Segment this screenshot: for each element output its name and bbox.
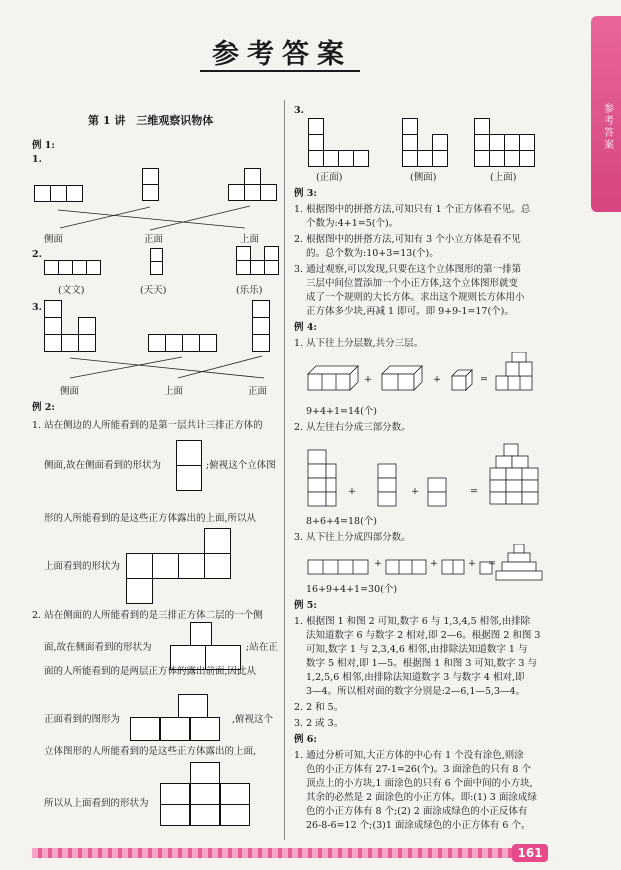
text-line: 的。总个数为:10+3=13(个)。 <box>306 248 439 259</box>
text-line: 形的人所能看到的是这些正方体露出的上面,所以从 <box>44 513 257 524</box>
example-5-heading: 例 5: <box>294 600 317 611</box>
plus-sign: + <box>348 486 356 497</box>
label-zheng: (正面) <box>316 172 343 183</box>
equals-sign: = <box>470 486 478 497</box>
text-line: ;站在正 <box>246 642 278 653</box>
label-lele: (乐乐) <box>236 285 263 296</box>
page-number: 161 <box>512 844 548 862</box>
text-line: 顶点上的小方块,1 面涂色的只有 6 个面中间的小方块, <box>306 778 533 789</box>
plus-sign: + <box>430 558 438 569</box>
text-line: 正方体多少块,再减 1 即可。即 9+9-1=17(个)。 <box>306 306 514 317</box>
label-top-3: 上面 <box>164 386 184 397</box>
item-number: 3. <box>294 105 304 116</box>
label-front: 正面 <box>144 234 164 245</box>
text-line: 侧面,故在侧面看到的形状为 <box>44 460 162 471</box>
cube-figure-row-2 <box>300 436 550 516</box>
text-line: 2. 站在侧面的人所能看到的是三排正方体二层的一个侧 <box>32 610 263 621</box>
text-line: 正面看到的图形为 <box>44 714 121 725</box>
label-side: 侧面 <box>44 234 64 245</box>
text-line: 色的小正方体有 27-1=26(个)。3 面涂色的只有 8 个 <box>306 764 531 775</box>
label-ce: (侧面) <box>410 172 437 183</box>
text-line: 立体图形的人所能看到的是这些正方体露出的上面, <box>44 746 257 757</box>
example-4-heading: 例 4: <box>294 322 317 333</box>
equals-sign: = <box>480 374 488 385</box>
text-line: 1. 根据图中的拼搭方法,可知只有 1 个正方体看不见。总 <box>294 204 531 215</box>
label-tiantian: (天天) <box>140 285 167 296</box>
equation: 9+4+1=14(个) <box>306 406 378 417</box>
text-line: 3. 从下往上分成四部分数。 <box>294 532 411 543</box>
text-line: 1,2,5,6 相邻,由排除法知道数字 3 与数字 4 相对,即 <box>306 672 525 683</box>
text-line: 1. 从下往上分层数,共分三层。 <box>294 338 424 349</box>
cube-figure-row-1 <box>300 352 550 407</box>
plus-sign: + <box>468 558 476 569</box>
plus-sign: + <box>364 374 372 385</box>
text-line: 面,故在侧面看到的形状为 <box>44 642 152 653</box>
equation: 16+9+4+1=30(个) <box>306 584 398 595</box>
example-3-heading: 例 3: <box>294 188 317 199</box>
text-line: 26-8-6=12 个;(3)1 面涂成绿色的小正方体有 6 个。 <box>306 820 531 831</box>
text-line: 面的人所能看到的是两层正方体的露出前面,因此从 <box>44 666 257 677</box>
text-line: 1. 根据图 1 和图 2 可知,数字 6 与 1,3,4,5 相邻,由排除 <box>294 616 531 627</box>
matching-lines-3 <box>0 0 300 400</box>
item-number: 3. <box>32 302 42 313</box>
text-line: 数字 5 相对,即 1—5。根据图 1 和图 3 可知,数字 3 与 <box>306 658 537 669</box>
text-line: 可知,数字 1 与 2,3,4,6 相邻,由排除法知道数字 1 与 <box>306 644 528 655</box>
plus-sign: + <box>433 374 441 385</box>
lesson-title: 第 1 讲 三维观察识物体 <box>88 114 214 127</box>
text-line: 三层中间位置添加一个小正方体,这个立体图形就变 <box>306 278 519 289</box>
text-line: ,俯视这个 <box>232 714 274 725</box>
label-top: 上面 <box>240 234 260 245</box>
page-title: 参考答案 <box>212 39 352 70</box>
text-line: 3. 2 或 3。 <box>294 718 344 729</box>
label-wenwen: (文文) <box>58 285 85 296</box>
text-line: 所以从上面看到的形状为 <box>44 798 149 809</box>
text-line: 上面看到的形状为 <box>44 561 121 572</box>
item-number: 1. <box>32 154 42 165</box>
footer-bar <box>32 848 512 858</box>
text-line: 3—4。所以相对面的数字分别是:2—6,1—5,3—4。 <box>306 686 526 697</box>
text-line: 2. 根据图中的拼搭方法,可知有 3 个小立方体是看不见 <box>294 234 521 245</box>
text-line: 个数为:4+1=5(个)。 <box>306 218 399 229</box>
text-line: 2. 从左往右分成三部分数。 <box>294 422 411 433</box>
side-tab-label: 参考答案 <box>604 104 614 151</box>
text-line: 其余的必然是 2 面涂色的小正方体。即:(1) 3 面涂成绿 <box>306 792 537 803</box>
item-number: 2. <box>32 249 42 260</box>
example-1-heading: 例 1: <box>32 140 55 151</box>
plus-sign: + <box>374 558 382 569</box>
text-line: 3. 通过观察,可以发现,只要在这个立体图形的第一排第 <box>294 264 522 275</box>
text-line: 1. 通过分析可知,大正方体的中心有 1 个没有涂色,则涂 <box>294 750 524 761</box>
plus-sign: + <box>411 486 419 497</box>
example-6-heading: 例 6: <box>294 734 317 745</box>
text-line: 法知道数字 6 与数字 2 相对,即 2—6。根据图 2 和图 3 <box>306 630 541 641</box>
equals-sign: = <box>488 558 496 569</box>
text-line: 成了一个规则的大长方体。求出这个规则长方体用小 <box>306 292 525 303</box>
text-line: 色的小正方体有 8 个;(2) 2 面涂成绿色的小正反体有 <box>306 806 528 817</box>
label-shang: (上面) <box>490 172 517 183</box>
example-2-heading: 例 2: <box>32 402 55 413</box>
text-line: ;俯视这个立体图 <box>206 460 276 471</box>
equation: 8+6+4=18(个) <box>306 516 378 527</box>
text-line: 1. 站在侧边的人所能看到的是第一层共计三排正方体的 <box>32 420 263 431</box>
label-side-3: 侧面 <box>60 386 80 397</box>
label-front-3: 正面 <box>248 386 268 397</box>
text-line: 2. 2 和 5。 <box>294 702 344 713</box>
